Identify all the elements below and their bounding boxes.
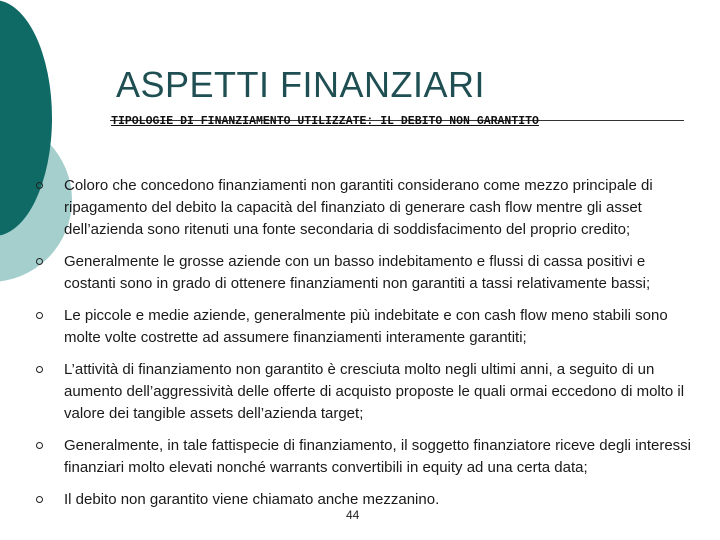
bullet-text: Generalmente, in tale fattispecie di finanziamento, il soggetto finanziatore riceve degli interessi finanziari molto elevati nonché warrants convertibili in equity ad una certa data;: [64, 437, 692, 476]
bullet-text: L’attività di finanziamento non garantito è cresciuta molto negli ultimi anni, a seguito di un aumento dell’aggressività delle offerte di acquisto proposte le quali ormai eccedono di molto il valore dei tangible assets dell’azienda target;: [64, 361, 685, 422]
bullet-circle-icon: [36, 496, 43, 503]
bullet-text: Il debito non garantito viene chiamato anche mezzanino.: [64, 491, 440, 508]
bullet-circle-icon: [36, 366, 43, 373]
bullet-circle-icon: [36, 182, 43, 189]
list-item: [36, 359, 700, 425]
list-item: [36, 175, 700, 241]
page-number: 44: [346, 508, 360, 522]
slide-subtitle: TIPOLOGIE DI FINANZIAMENTO UTILIZZATE: IL DEBITO NON GARANTITO: [111, 115, 539, 128]
bullet-text: Coloro che concedono finanziamenti non garantiti considerano come mezzo principale di ripagamento del debito la capacità del finanziato di generare cash flow mentre gli asset dell’azienda sono ritenuti una fonte secondaria di soddisfacimento del proprio credito;: [64, 177, 653, 238]
bullet-text: Generalmente le grosse aziende con un basso indebitamento e flussi di cassa positivi e costanti sono in grado di ottenere finanziamenti non garantiti a tassi relativamente bassi;: [64, 253, 651, 292]
bullet-circle-icon: [36, 312, 43, 319]
bullet-circle-icon: [36, 442, 43, 449]
bullet-circle-icon: [36, 258, 43, 265]
list-item: [36, 435, 700, 479]
bullet-list: [36, 175, 700, 521]
slide-title: ASPETTI FINANZIARI: [116, 64, 486, 105]
bullet-text: Le piccole e medie aziende, generalmente più indebitate e con cash flow meno stabili sono molte volte costrette ad assumere finanziamenti interamente garantiti;: [64, 307, 668, 346]
list-item: [36, 251, 700, 295]
list-item: [36, 305, 700, 349]
list-item: [36, 489, 700, 511]
